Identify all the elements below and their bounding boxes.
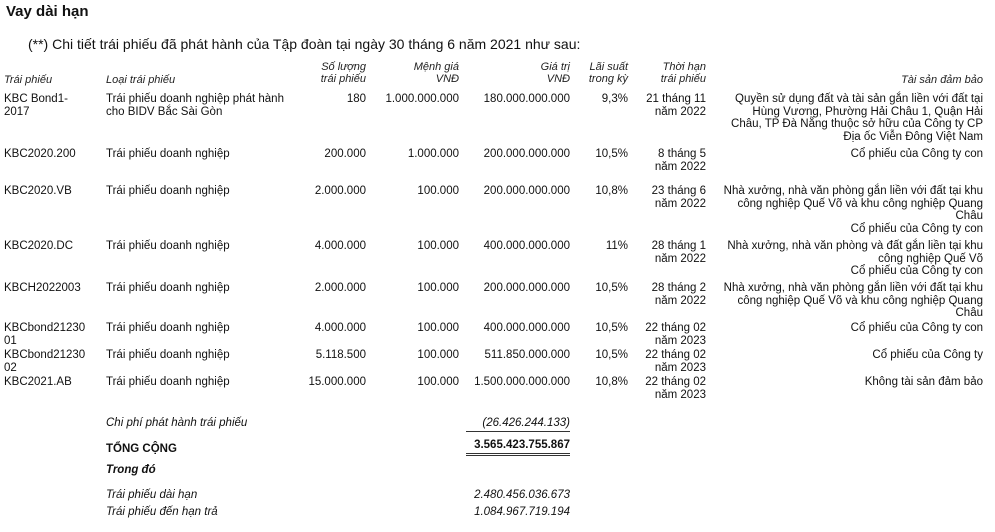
cell-type [106,240,230,253]
cell-line: Châu [955,210,983,222]
cell-bond [4,240,73,253]
cell-type [106,185,230,198]
cell-bond [4,93,68,118]
long-term-label: Trái phiếu dài hạn [106,489,198,501]
cell-term [645,322,706,347]
total-label: TỔNG CỘNG [106,443,177,455]
cell-rate: 10,5% [595,148,628,160]
cell-collateral [724,185,983,235]
issuance-cost-label: Chi phí phát hành trái phiếu [106,417,248,429]
cell-line: Trái phiếu doanh nghiệp phát hành [106,93,284,105]
cell-par: 1.000.000 [407,148,459,160]
cell-line: Trái phiếu doanh nghiệp [106,282,230,294]
cell-type [106,322,230,335]
cell-qty: 200.000 [324,148,366,160]
cell-line: năm 2023 [654,388,706,401]
cell-line: năm 2022 [654,160,706,173]
cell-term [652,185,706,210]
table-subtitle: (**) Chi tiết trái phiếu đã phát hành của Tập đoàn tại ngày 30 tháng 6 năm 2021 như sau: [28,36,581,52]
cell-rate: 10,8% [595,376,628,388]
cell-line: Quyền sử dụng đất và tài sản gắn liền với đất tại [735,93,983,105]
cell-term [652,282,706,307]
cell-line: 28 tháng 1 [651,240,706,252]
cell-bond [4,185,72,198]
cell-qty: 15.000.000 [308,376,366,388]
cell-qty: 5.118.500 [315,349,366,361]
cell-line: Trái phiếu doanh nghiệp [106,322,230,334]
cell-collateral [865,376,983,389]
cell-line: năm 2023 [654,361,706,374]
cell-bond [4,282,81,295]
cell-line: công nghiệp Quế Võ [878,252,983,265]
cell-value: 511.850.000.000 [484,349,570,361]
cell-line: năm 2022 [654,294,706,307]
cell-line: 01 [4,334,17,347]
cell-line: 22 tháng 02 [645,349,706,361]
cell-collateral [851,148,983,161]
cell-bond [4,322,85,347]
cell-par: 100.000 [417,185,459,197]
cell-line: Hùng Vương, Phường Hải Châu 1, Quận Hải [752,105,983,118]
cell-line: năm 2022 [654,105,706,118]
cell-line: Cổ phiếu của Công ty [872,349,983,361]
header-par: Mệnh giá VNĐ [413,61,459,85]
cell-type [106,349,230,362]
current-label: Trái phiếu đến hạn trả [106,506,218,518]
header-value: Giá trị VNĐ [540,61,570,85]
cell-line: KBCH2022003 [4,282,81,294]
cell-value: 400.000.000.000 [483,322,570,334]
of-which-label: Trong đó [106,464,156,476]
cell-par: 100.000 [417,240,459,252]
cell-line: Châu [955,307,983,319]
cell-qty: 4.000.000 [314,322,366,334]
cell-line: công nghiệp Quế Võ và khu công nghiệp Quang [737,197,983,210]
cell-term [655,148,706,173]
cell-line: KBC2020.DC [4,240,74,252]
cell-line: Trái phiếu doanh nghiệp [106,240,230,252]
cell-line: KBCbond21230 [4,349,86,361]
long-term-value: 2.480.456.036.673 [474,489,570,501]
total-value: 3.565.423.755.867 [466,439,570,456]
cell-collateral [727,240,983,278]
header-term: Thời hạn trái phiếu [660,61,706,85]
cell-line: Nhà xưởng, nhà văn phòng gắn liền với đất tại khu [723,185,983,197]
cell-line: năm 2022 [654,252,706,265]
cell-rate: 10,5% [595,322,628,334]
cell-value: 200.000.000.000 [483,282,570,294]
cell-line: 02 [4,361,17,374]
cell-collateral [724,282,983,320]
cell-line: công nghiệp Quế Võ và khu công nghiệp Quang [737,294,983,307]
cell-line: 2017 [4,105,30,118]
cell-type [106,282,230,295]
section-title: Vay dài hạn [6,3,89,20]
cell-line: 28 tháng 2 [651,282,706,294]
cell-line: Cổ phiếu của Công ty con [850,322,983,334]
cell-rate: 10,5% [595,282,628,294]
cell-line: Nhà xưởng, nhà văn phòng và đất gắn liền tại khu [727,240,983,252]
cell-line: Châu, TP Đà Nẵng thuộc sở hữu của Công ty CP [731,118,983,130]
cell-line: 22 tháng 02 [645,322,706,334]
header-type: Loại trái phiếu [106,74,176,86]
issuance-cost-value: (26.426.244.133) [466,417,570,432]
cell-line: Cổ phiếu của Công ty con [850,265,983,277]
cell-bond [4,376,72,389]
cell-line: Cổ phiếu của Công ty con [850,222,983,235]
cell-rate: 9,3% [601,93,628,105]
cell-qty: 2.000.000 [314,282,366,294]
cell-qty: 2.000.000 [314,185,366,197]
cell-bond [4,148,76,161]
cell-term [645,349,706,374]
cell-type [106,93,284,118]
cell-line: năm 2023 [654,334,706,347]
cell-line: Trái phiếu doanh nghiệp [106,376,230,388]
header-rate: Lãi suất trong kỳ [588,61,628,85]
cell-value: 400.000.000.000 [483,240,570,252]
cell-line: 23 tháng 6 [651,185,706,197]
cell-line: KBC2020.VB [4,185,72,197]
cell-term [646,93,706,118]
cell-rate: 11% [605,240,628,252]
cell-line: 21 tháng 11 [646,93,706,105]
cell-line: KBC2020.200 [4,148,76,160]
cell-line: KBC2021.AB [4,376,72,388]
cell-value: 200.000.000.000 [483,148,570,160]
cell-par: 100.000 [417,282,459,294]
cell-line: Trái phiếu doanh nghiệp [106,148,230,160]
cell-line: 22 tháng 02 [645,376,706,388]
cell-bond [4,349,85,374]
cell-type [106,148,230,161]
cell-term [645,376,706,401]
cell-collateral [872,349,983,362]
cell-value: 200.000.000.000 [483,185,570,197]
cell-line: Trái phiếu doanh nghiệp [106,185,230,197]
cell-par: 100.000 [417,376,459,388]
cell-collateral [731,93,983,143]
cell-value: 1.500.000.000.000 [474,376,570,388]
cell-qty: 180 [346,93,366,105]
cell-line: Không tài sản đảm bảo [864,376,983,388]
cell-par: 100.000 [417,322,459,334]
header-collateral: Tài sản đảm bảo [901,74,983,86]
cell-line: 8 tháng 5 [658,148,706,160]
cell-rate: 10,8% [595,185,628,197]
cell-line: Địa ốc Viễn Đông Việt Nam [843,130,983,143]
cell-qty: 4.000.000 [314,240,366,252]
header-bond: Trái phiếu [4,74,53,86]
cell-par: 1.000.000.000 [385,93,459,105]
cell-line: KBC Bond1- [4,93,68,105]
cell-term [652,240,706,265]
cell-line: cho BIDV Bắc Sài Gòn [106,105,223,118]
cell-type [106,376,230,389]
header-qty: Số lượng trái phiếu [320,61,366,85]
cell-line: Nhà xưởng, nhà văn phòng gắn liền với đất tại khu [723,282,983,294]
cell-line: Trái phiếu doanh nghiệp [106,349,230,361]
cell-par: 100.000 [417,349,459,361]
cell-line: KBCbond21230 [4,322,86,334]
cell-line: năm 2022 [654,197,706,210]
cell-rate: 10,5% [595,349,628,361]
cell-line: Cổ phiếu của Công ty con [850,148,983,160]
cell-value: 180.000.000.000 [483,93,570,105]
current-value: 1.084.967.719.194 [474,506,570,518]
cell-collateral [851,322,983,335]
